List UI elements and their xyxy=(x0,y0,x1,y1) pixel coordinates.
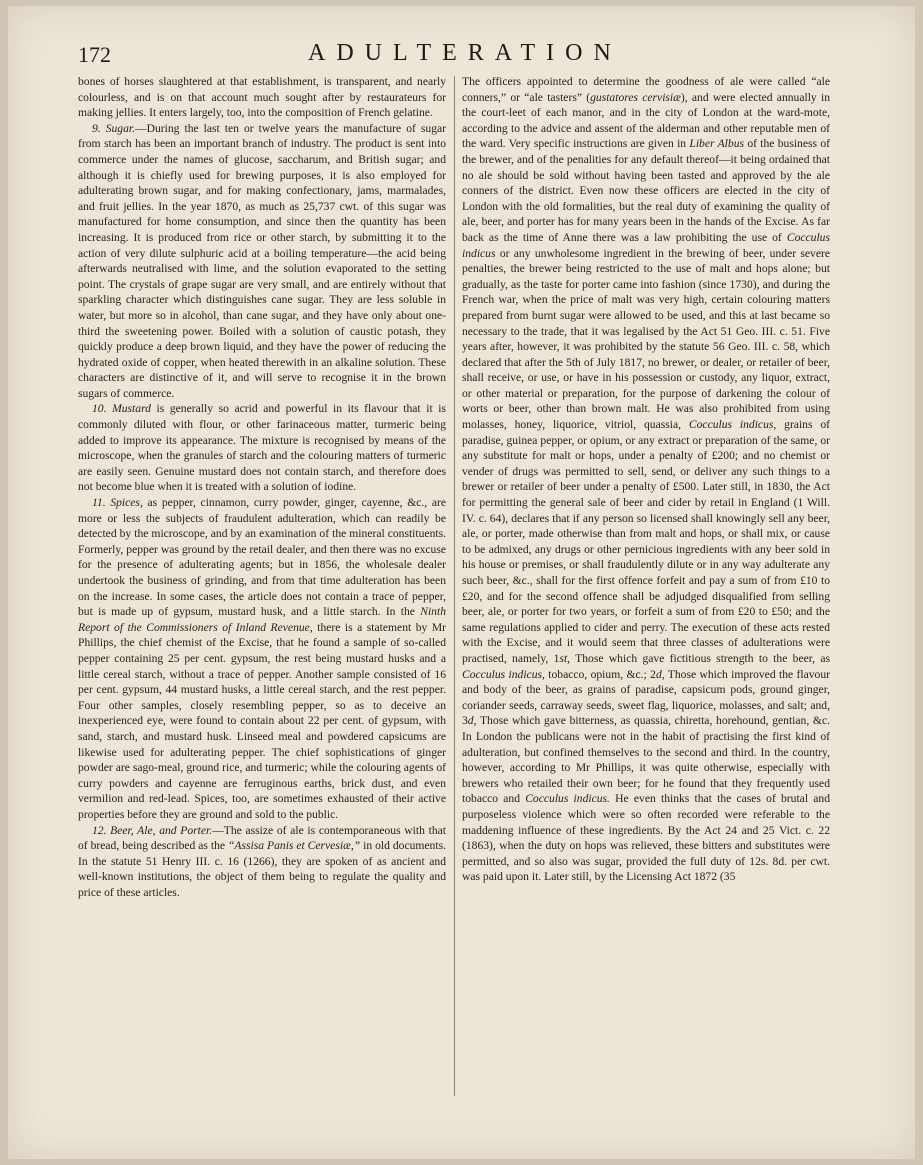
page-number: 172 xyxy=(78,42,111,67)
paragraph-spices: 11. Spices, as pepper, cinnamon, curry powder, ginger, cayenne, &c., are more or less the subjects of fraudulent adulteration, which can readily be detected by the microscope, and by an examination of the mineral constituents. Formerly, pepper was ground by the retail dealer, and then there was no excuse for the presence of adulterating agents; but in 1856, the wholesale dealer undertook the business of grinding, and from that time adulteration has been on the increase. In some cases, the article does not contain a trace of pepper, but is made up of gypsum, mustard husk, and a little starch. In the Ninth Report of the Commissioners of Inland Revenue, there is a statement by Mr Phillips, the chief chemist of the Excise, that he found a sample of so-called pepper containing 25 per cent. gypsum, the rest being mustard husks and a little cereal starch, without a trace of pepper. Another sample consisted of 16 per cent. gypsum, 44 mustard husks, a little cereal starch, and the rest pepper. Four other samples, closely resembling pepper, so as to deceive an inexperienced eye, were found to contain about 22 per cent. of gypsum, with sand, starch, and mustard husk. Linseed meal and powdered capsicums are likewise used for adulterating pepper. The chief sophistications of ginger powder are sago-meal, ground rice, and turmeric; while the colouring agents of curry powders and cayenne are ferruginous earths, brick dust, and even vermilion and red-lead. Spices, too, are sometimes exhausted of their active properties before they are ground and sold to the public. xyxy=(78,496,446,821)
section-heading-beer: 12. Beer, Ale, and Porter. xyxy=(92,823,213,837)
running-title: ADULTERATION xyxy=(308,40,622,66)
paragraph-ale-conners: The officers appointed to determine the goodness of ale were called “ale conners,” or “ale tasters” (gustatores cervisiæ), and were elected annually in the court-leet of each manor, and in the city of London at the ward-mote, according to the advice and assent of the alderman and other reputable men of the ward. Very specific instructions are given in Liber Albus of the business of the brewer, and of the penalities for any default thereof—it being ordained that no ale should be sold without having been tasted and approved by the ale conners of the district. Even now these officers are elected in the city of London with the old formalities, but the real duty of examining the quality of ale, beer, and porter has for many years been in the hands of the Excise. As far back as the time of Anne there was a law prohibiting the use of Cocculus indicus or any unwholesome ingredient in the brewing of beer, under severe penalties, the brewer being restricted to the use of malt and hops alone; but gradually, as the taste for porter came into fashion (since 1730), and during the French war, when the price of malt was very high, certain colouring matters prepared from burnt sugar were allowed to be used, and this at last became so necessary to the trade, that it was legalised by the Act 51 Geo. III. c. 51. Five years after, however, it was prohibited by the statute 56 Geo. III. c. 58, which declared that after the 5th of July 1817, no brewer, or dealer, or retailer of beer, shall receive, or use, or have in his possession or custody, any liquor, extract, or other material or preparation, for the purpose of darkening the colour of worts or beer, other than brown malt. He was also prohibited from using molasses, honey, liquorice, vitriol, quassia, Cocculus indicus, grains of paradise, guinea pepper, or opium, or any extract or preparation of the same, or any substitute for malt or hops, under a penalty of £200; and no chemist or vender of drugs was permitted to sell, send, or deliver any such things to a brewer or retailer of beer under a penalty of £500. Later still, in 1830, the Act for permitting the general sale of beer and cider by retail in England (1 Will. IV. c. 64), declares that if any person so licensed shall knowingly sell any beer, ale, or porter, made otherwise than from malt and hops, or shall mix, or cause to be admixed, any drugs or other pernicious ingredients with any beer sold in his house or premises, or shall fraudulently dilute or in any way adulterate any such beer, &c., shall for the first offence forfeit and pay a sum of from £10 to £20, and for the second offence shall be adjudged disqualified from selling beer, ale, or porter for two years, or forfeit a sum of from £20 to £50; and the same regulations applied to cider and perry. The execution of these acts rested with the Excise, and it would seem that three classes of adulterations were practised, namely, 1st, Those which gave fictitious strength to the beer, as Cocculus indicus, tobacco, opium, &c.; 2d, Those which improved the flavour and body of the beer, as grains of paradise, capsicum pods, ground ginger, coriander seeds, carraway seeds, sweet flag, liquorice, molasses, and salt; and, 3d, Those which gave bitterness, as quassia, chiretta, horehound, gentian, &c. In London the publicans were not in the habit of practising the first kind of adulteration, but confined themselves to the second and third. In the country, however, according to Mr Phillips, it was quite otherwise, especially with brewers who retailed their own beer; for he found that they frequently used tobacco and Cocculus indicus. He even thinks that the cases of brutal and purposeless violence which were so often recorded were referable to the maddening influence of these ingredients. By the Act 24 and 25 Vict. c. 22 (1863), when the duty on hops was relieved, these bitters and substitutes were permitted, and so also was sugar, provided the full duty of 12s. 8d. per cwt. was paid upon it. Later still, by the Licensing Act 1872 (35 xyxy=(462,75,830,884)
left-column xyxy=(78,74,446,1149)
right-column xyxy=(462,74,830,1149)
paragraph-sugar: 9. Sugar.—During the last ten or twelve years the manufacture of sugar from starch has been an important branch of industry. The product is sent into commerce under the names of glucose, saccharum, and British sugar; and although it is chiefly used for brewing purposes, it is also employed for adulterating brown sugar, and for making confectionary, jams, marmalades, and fruit jellies. In the year 1870, as much as 25,737 cwt. of this sugar was manufactured for home consumption, and since then the quantity has been increasing. It is produced from rice or other starch, by submitting it to the action of very dilute sulphuric acid at a boiling temperature—the acid being afterwards neutralised with lime, and the solution evaporated to the setting point. The crystals of grape sugar are very small, and are entirely without that sparkling character which distinguishes cane sugar. They are less soluble in water, but more so in alcohol, than cane sugar, and they have only about one-third the sweetening power. Boiled with a solution of caustic potash, they quickly produce a deep brown liquid, and they have the power of reducing the hydrated oxide of copper, when heated therewith in an alkaline solution. These characters are distinctive of it, and will serve to recognise it in the brown sugars of commerce. xyxy=(78,121,446,400)
section-heading-spices: 11. Spices, xyxy=(92,496,143,510)
section-heading-mustard: 10. Mustard xyxy=(92,402,151,416)
column-divider xyxy=(454,76,455,1096)
section-heading-sugar: 9. Sugar. xyxy=(92,121,136,135)
paragraph-beer: 12. Beer, Ale, and Porter.—The assize of ale is contemporaneous with that of bread, being described as the “Assisa Panis et Cervesiæ,” in old documents. In the statute 51 Henry III. c. 16 (1266), they are spoken of as ancient and well-known institutions, the object of them being to regulate the quality and price of these articles. xyxy=(78,823,446,899)
book-page xyxy=(8,6,915,1159)
paragraph-mustard: 10. Mustard is generally so acrid and powerful in its flavour that it is commonly diluted with flour, or other farinaceous matter, turmeric being added to improve its appearance. The mixture is recognised by means of the microscope, when the granules of starch and the colouring matters of turmeric are easily seen. Genuine mustard does not contain starch, and therefore does not become blue when it is treated with a solution of iodine. xyxy=(78,402,446,494)
paragraph-gelatine-continued: bones of horses slaughtered at that establishment, is transparent, and nearly colourless, and is on that account much sought after by restaurateurs for making jellies. It enters largely, too, into the composition of French gelatine. xyxy=(78,75,446,120)
